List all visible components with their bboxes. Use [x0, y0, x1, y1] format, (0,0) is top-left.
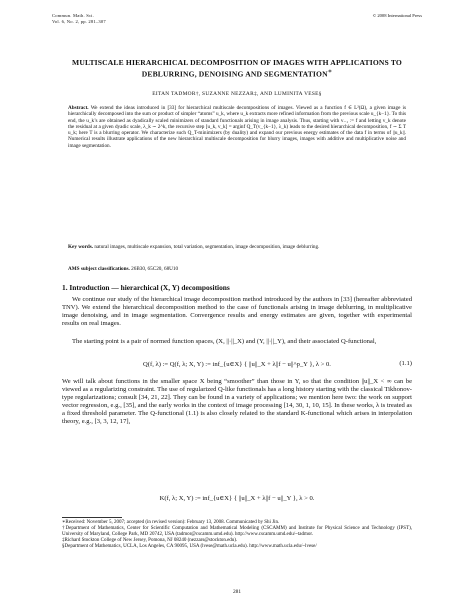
paper-title-text: MULTISCALE HIERARCHICAL DECOMPOSITION OF IMAGES WITH APPLICATIONS TO DEBLURRING, DENOISING AND SEGMENTATION	[72, 58, 402, 79]
equation-k-functional	[62, 494, 412, 506]
journal-volume: Vol. 6, No. 2, pp. 281–307	[52, 19, 106, 24]
footnote-received: ∗Received: November 5, 2007; accepted (in revised version): February 13, 2008. Communicated by Shi Jin.	[62, 520, 280, 525]
footnote-tadmor: †Department of Mathematics, Center for Scientific Computation and Mathematical Modeling (CSCAMM) and Institute for Physical Science and Technology (IPST), University of Maryland, College Park, MD 20742, USA (tadmor@cscamm.umd.edu). http://www.cscamm.umd.edu/~tadmor.	[62, 526, 412, 538]
journal-header	[52, 13, 106, 25]
title-footnote-mark: ∗	[327, 68, 333, 76]
equation-1-1-number: (1.1)	[399, 360, 412, 367]
abstract-label: Abstract.	[68, 105, 89, 111]
copyright-notice: © 2008 International Press	[372, 13, 422, 18]
equation-1-1-body: Q(f, λ) := Q(f, λ; X, Y) := inf_{u∈X} { ||u||_X + λ||f − u||^p_Y }, λ > 0.	[143, 361, 331, 368]
page-number: 281	[232, 589, 242, 595]
journal-name: Commun. Math. Sci.	[52, 13, 95, 18]
abstract-text: We extend the ideas introduced in [33] for hierarchical multiscale decompositions of images. Viewed as a function f ∈ L²(Ω), a given image is hierarchically decomposed into the sum or product of simpler “atoms” u_k, where u_k extracts more refined information from the previous scale u_{k−1}. To this end, the u_k’s are obtained as dyadically scaled minimizers of standard functionals arising in image analysis. Thus, starting with v₋₁ := f and letting v_k denote the residual at a given dyadic scale, λ_k ∼ 2^k, the recursive step [u_k, v_k] = arginf Q_T(v_{k−1}, λ_k) leads to the desired hierarchical decomposition, f ∼ Σ T u_k; here T is a blurring operator. We characterize such Q_T-minimizers (by duality) and expand our previous energy estimates of the data f in terms of ||u_k||. Numerical results illustrate applications of the new hierarchical multiscale decomposition for blurry images, images with additive and multiplicative noise and image segmentation.	[68, 105, 406, 149]
intro-paragraph-2: The starting point is a pair of normed function spaces, (X, ||·||_X) and (Y, ||·||_Y), and their associated Q-functional,	[72, 338, 377, 345]
footnote-rule	[62, 517, 122, 518]
section-heading: 1. Introduction — hierarchical (X, Y) decompositions	[62, 283, 230, 292]
keywords-label: Key words.	[68, 244, 94, 250]
footnote-nezzar: ‡Richard Stockton College of New Jersey, Pomona, NJ 08240 (nezzars@stockton.edu).	[62, 538, 238, 544]
keywords	[68, 244, 406, 250]
equation-1-1	[62, 360, 412, 372]
paper-authors: EITAN TADMOR†, SUZANNE NEZZAR‡, AND LUMINITA VESE§	[152, 91, 322, 97]
footnote-vese: §Department of Mathematics, UCLA, Los Angeles, CA 90095, USA (lvese@math.ucla.edu). http://www.math.ucla.edu/~lvese/	[62, 544, 317, 550]
intro-paragraph-1: We continue our study of the hierarchical image decomposition method introduced by the authors in [33] (hereafter abbreviated TNV). We extend the hierarchical decomposition method to the case of functionals arising in image deblurring, in multiplicative image denoising, and in image segmentation. Convergence results and energy estimates are given, together with experimental results on real images.	[62, 296, 412, 328]
intro-paragraph-3: We will talk about functions in the smaller space X being “smoother” than those in Y, so that the condition ||u||_X < ∞ can be viewed as a regularizing constraint. The use of regularized Q-like functionals has a long history starting with the classical Tikhonov-type regularizations; consult [34, 21, 22]. They can be found in a variety of applications; we mention here two: the work on support vector regression, e.g., [35], and the early works in the context of image processing [14, 30, 1, 10, 15]. In these works, λ is treated as a fixed threshold parameter. The Q-functional (1.1) is also closely related to the standard K-functional which arises in interpolation theory, e.g., [3, 3, 12, 17],	[62, 378, 412, 426]
footnotes	[62, 520, 412, 550]
ams-text: 26B30, 65C20, 68U10	[131, 266, 179, 272]
paper-title	[56, 58, 418, 79]
equation-k-functional-body: K(f, λ; X, Y) := inf_{u∈X} { ||u||_X + λ||f − u||_Y }, λ > 0.	[159, 495, 315, 502]
abstract	[68, 105, 406, 149]
keywords-text: natural images, multiscale expansion, total variation, segmentation, image decomposition, image deblurring.	[94, 244, 320, 250]
ams-label: AMS subject classifications.	[68, 266, 130, 272]
ams-classification	[68, 266, 406, 272]
